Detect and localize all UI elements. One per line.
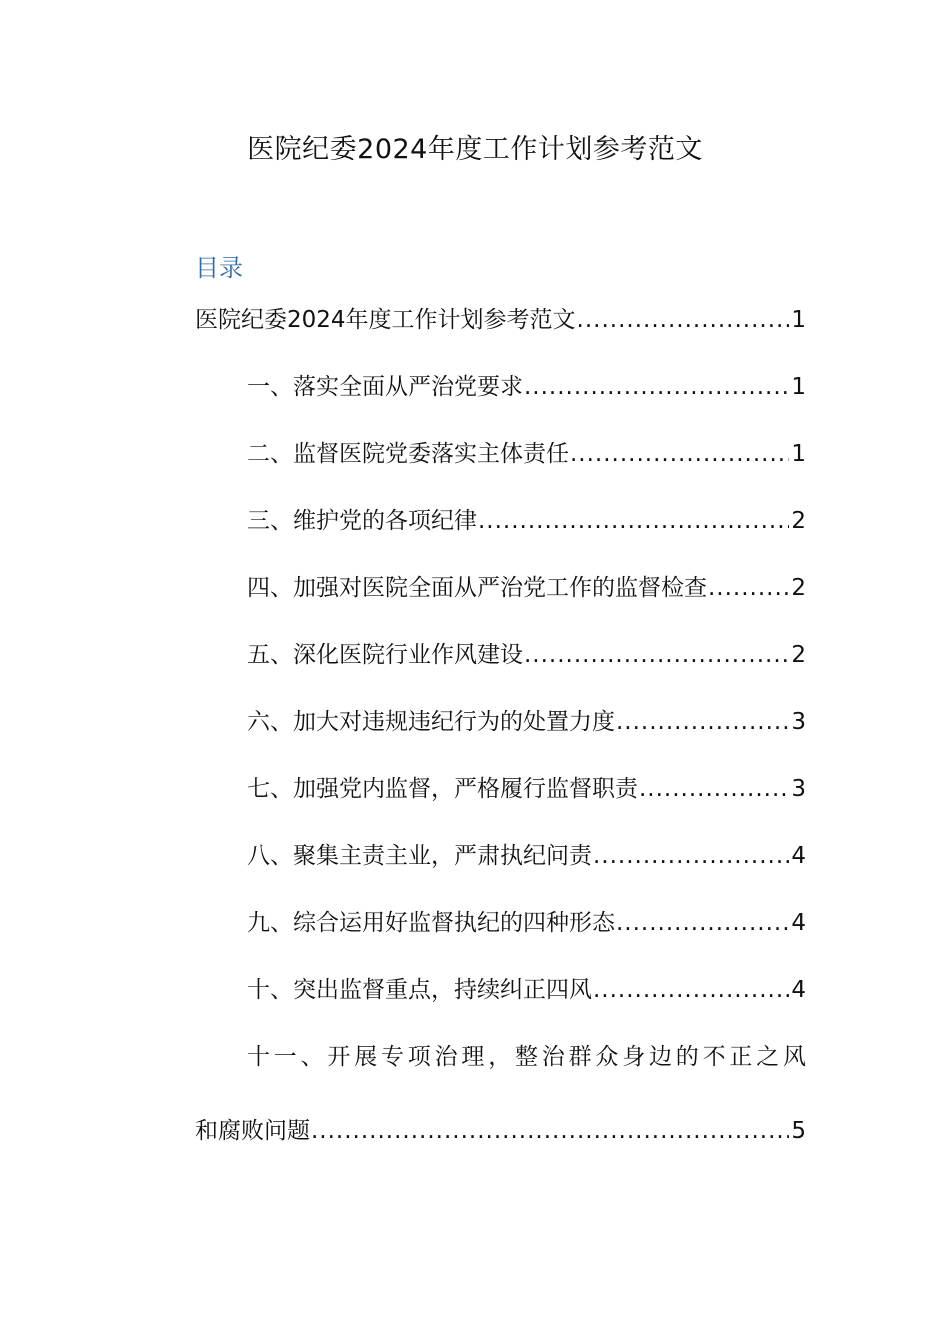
toc-entry-text: 一、落实全面从严治党要求 — [247, 374, 523, 400]
toc-entry-text: 二、监督医院党委落实主体责任 — [247, 441, 569, 467]
toc-page-number: 1 — [791, 307, 806, 333]
table-of-contents — [195, 0, 806, 1344]
toc-entry-6[interactable] — [247, 702, 806, 742]
toc-leader-dots — [616, 903, 789, 943]
toc-entry-1[interactable] — [247, 367, 806, 407]
toc-page-number: 4 — [791, 910, 806, 936]
toc-entry-4[interactable] — [247, 568, 806, 608]
toc-leader-dots — [616, 702, 789, 742]
toc-leader-dots — [570, 434, 789, 474]
toc-entry-text: 医院纪委2024年度工作计划参考范文 — [195, 307, 576, 333]
toc-page-number: 4 — [791, 977, 806, 1003]
document-title: 医院纪委2024年度工作计划参考范文 — [247, 134, 703, 165]
toc-leader-dots — [577, 300, 790, 340]
toc-entry-document-title[interactable] — [195, 300, 806, 340]
toc-entry-text: 七、加强党内监督，严格履行监督职责 — [247, 776, 638, 802]
toc-page-number: 1 — [791, 374, 806, 400]
toc-entry-7[interactable] — [247, 769, 806, 809]
toc-page-number: 2 — [791, 642, 806, 668]
toc-entry-text: 六、加大对违规违纪行为的处置力度 — [247, 709, 615, 735]
toc-entry-11-line-1[interactable]: 十一、开展专项治理，整治群众身边的不正之风 — [247, 1044, 806, 1070]
toc-entry-text: 和腐败问题 — [195, 1118, 310, 1144]
toc-entry-text: 八、聚集主责主业，严肃执纪问责 — [247, 843, 592, 869]
toc-entry-2[interactable] — [247, 434, 806, 474]
toc-page-number: 5 — [791, 1118, 806, 1144]
toc-entry-text: 九、综合运用好监督执纪的四种形态 — [247, 910, 615, 936]
toc-page-number: 2 — [791, 575, 806, 601]
toc-page-number: 2 — [791, 508, 806, 534]
toc-entry-text: 四、加强对医院全面从严治党工作的监督检查 — [247, 575, 707, 601]
toc-entry-10[interactable] — [247, 970, 806, 1010]
toc-leader-dots — [524, 635, 789, 675]
toc-page-number: 4 — [791, 843, 806, 869]
toc-page-number: 1 — [791, 441, 806, 467]
toc-leader-dots — [593, 970, 789, 1010]
toc-entry-text: 五、深化医院行业作风建设 — [247, 642, 523, 668]
toc-entry-5[interactable] — [247, 635, 806, 675]
toc-page-number: 3 — [791, 709, 806, 735]
toc-leader-dots — [639, 769, 789, 809]
toc-entry-11-line-2[interactable] — [195, 1111, 806, 1151]
toc-leader-dots — [311, 1111, 789, 1151]
toc-page-number: 3 — [791, 776, 806, 802]
toc-entry-text: 三、维护党的各项纪律 — [247, 508, 477, 534]
toc-heading: 目录 — [195, 254, 243, 282]
toc-leader-dots — [524, 367, 789, 407]
toc-entry-3[interactable] — [247, 501, 806, 541]
toc-entry-8[interactable] — [247, 836, 806, 876]
toc-leader-dots — [593, 836, 789, 876]
toc-entry-9[interactable] — [247, 903, 806, 943]
toc-leader-dots — [708, 568, 789, 608]
toc-entry-text: 十、突出监督重点，持续纠正四风 — [247, 977, 592, 1003]
toc-leader-dots — [478, 501, 789, 541]
